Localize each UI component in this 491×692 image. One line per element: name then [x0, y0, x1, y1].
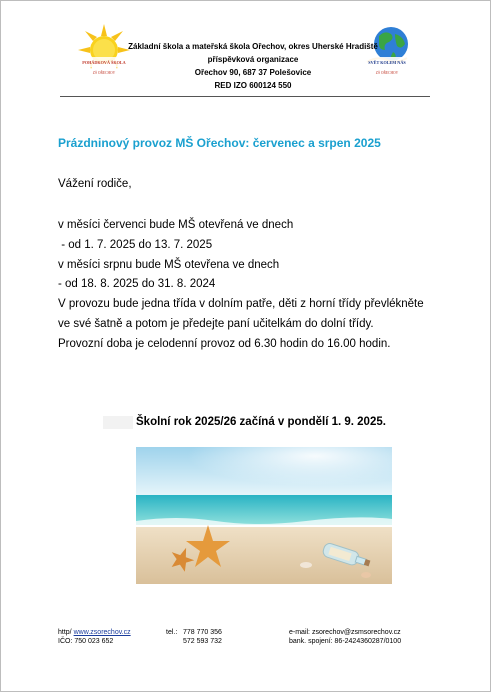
- header-divider: [60, 96, 430, 97]
- page-title: Prázdninový provoz MŠ Ořechov: červenec a srpen 2025: [58, 136, 381, 150]
- shell-icon: [300, 562, 312, 568]
- footer-ico: IČO: 750 023 652: [58, 638, 114, 645]
- highlight-mark: [103, 416, 133, 429]
- shell-icon: [361, 572, 371, 578]
- body-line: - od 1. 7. 2025 do 13. 7. 2025: [58, 238, 213, 251]
- beach-image: [136, 447, 392, 584]
- logo-left-text: POHÁDKOVÁ ŠKOLA: [82, 60, 126, 65]
- logo-left-sub: ZŠ OŘECHOV: [92, 71, 116, 75]
- footer-bank: bank. spojení: 86-2424360287/0100: [289, 638, 402, 645]
- letterhead: [118, 40, 388, 92]
- footer-tel-label: tel.:: [166, 629, 178, 636]
- address: Ořechov 90, 687 37 Polešovice: [194, 68, 312, 77]
- body-line: v měsíci srpnu bude MŠ otevřena ve dnech: [58, 258, 280, 271]
- body-line: - od 18. 8. 2025 do 31. 8. 2024: [58, 278, 216, 291]
- body-line: Provozní doba je celodenní provoz od 6.30 hodin do 16.00 hodin.: [58, 337, 391, 350]
- body-text: [58, 216, 424, 355]
- footer-tel2: 572 593 732: [183, 638, 222, 645]
- school-year-note: Školní rok 2025/26 začíná v pondělí 1. 9. 2025.: [136, 416, 386, 428]
- footer-web-prefix: http/: [58, 629, 74, 636]
- footer-web-link[interactable]: www.zsorechov.cz: [73, 629, 131, 636]
- greeting: Vážení rodiče,: [58, 178, 132, 190]
- red-izo: RED IZO 600124 550: [214, 81, 292, 90]
- footer-email: e-mail: zsorechov@zsmsorechov.cz: [289, 629, 401, 636]
- footer-tel1: 778 770 356: [183, 629, 222, 636]
- logo-right-text: SVĚT KOLEM NÁS: [368, 60, 406, 65]
- org-type: příspěvková organizace: [207, 55, 299, 64]
- school-name: Základní škola a mateřská škola Ořechov, okres Uherské Hradiště: [128, 42, 378, 51]
- body-line: v měsíci červenci bude MŠ otevřená ve dnech: [58, 219, 294, 231]
- body-line: ve své šatně a potom je předejte paní učitelkám do dolní třídy.: [58, 317, 374, 330]
- body-line: V provozu bude jedna třída v dolním patře, děti z horní třídy převlékněte: [58, 298, 424, 311]
- logo-right-sub: ZŠ OŘECHOV: [375, 71, 399, 75]
